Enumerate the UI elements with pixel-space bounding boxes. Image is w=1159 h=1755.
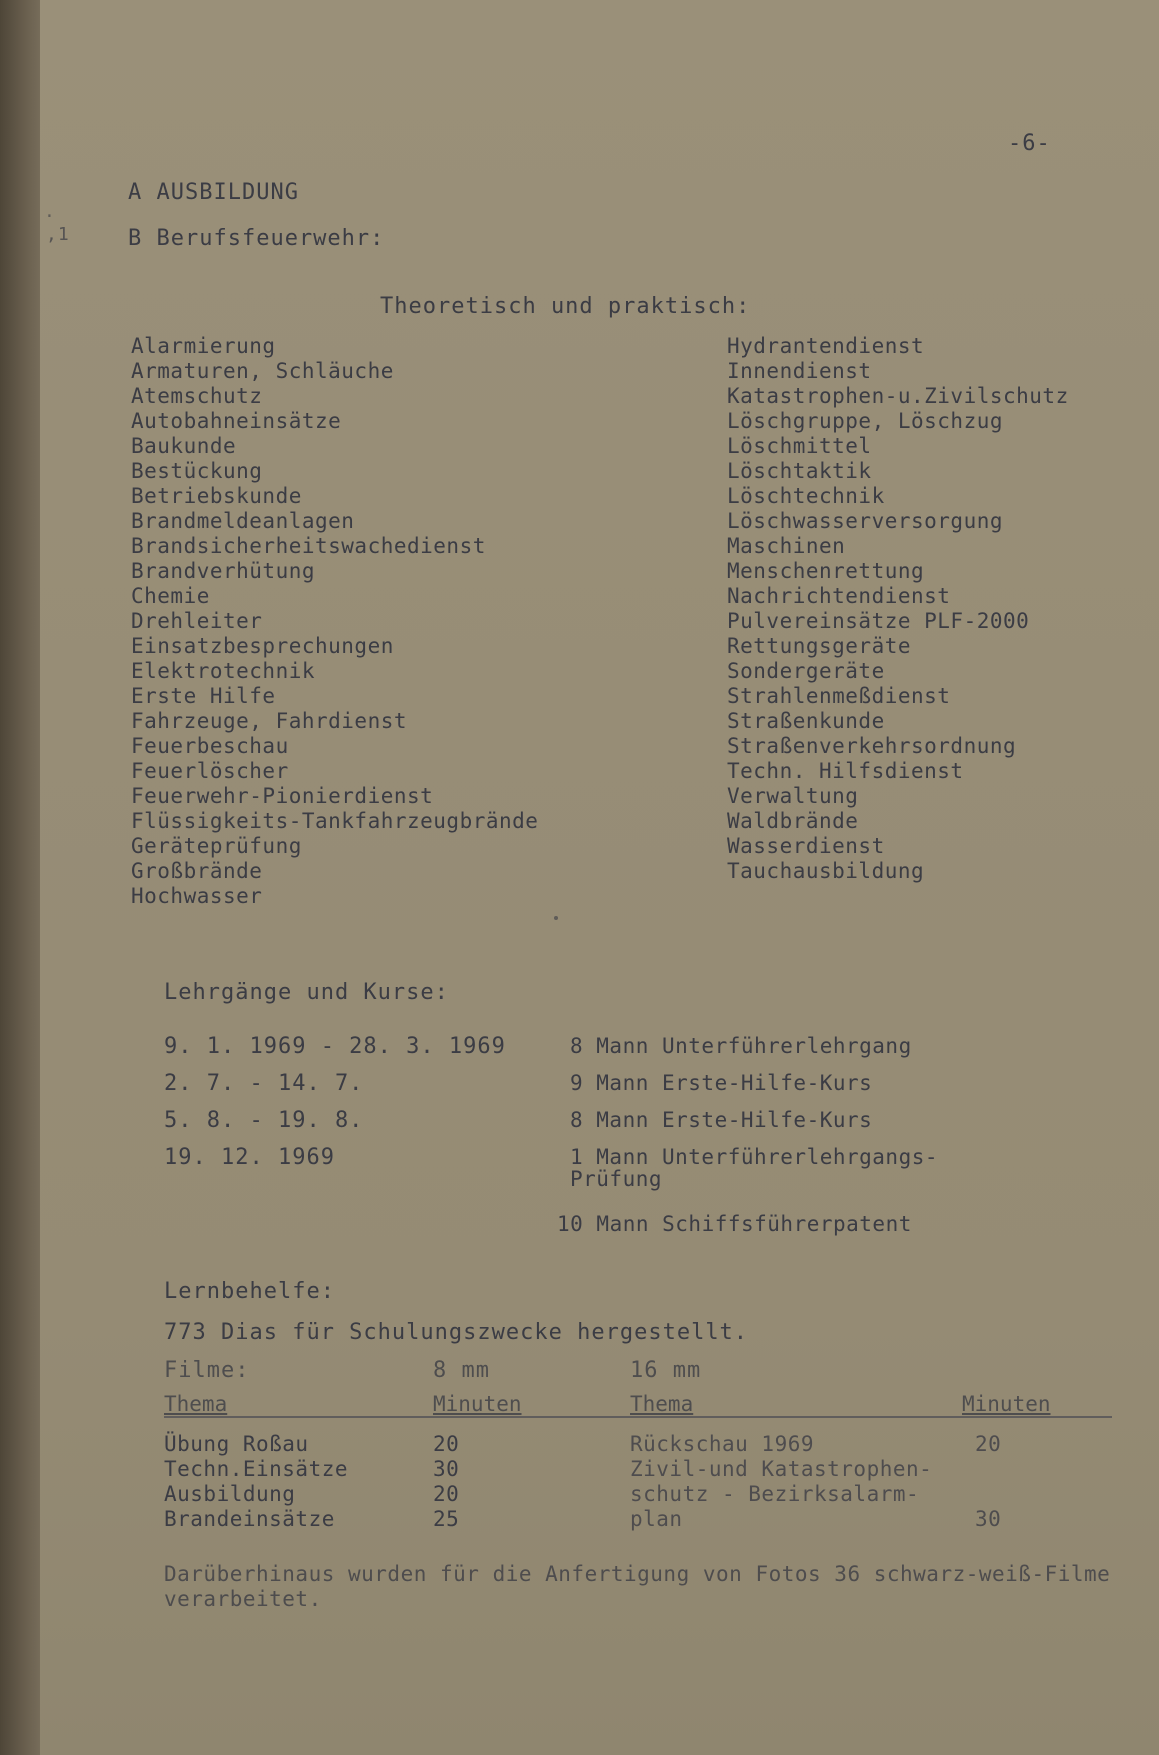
closing-note: Darüberhinaus wurden für die Anfertigung von Fotos 36 schwarz-weiß-Filme verarbeitet. — [164, 1562, 1111, 1611]
margin-mark: ,1 — [46, 224, 70, 245]
speck — [554, 916, 558, 920]
slides-note: 773 Dias für Schulungszwecke hergestellt. — [164, 1320, 749, 1345]
topic-item: Großbrände — [131, 859, 263, 883]
course-desc: 1 Mann Unterführerlehrgangs- Prüfung — [570, 1145, 939, 1191]
topic-item: Katastrophen-u.Zivilschutz — [727, 384, 1069, 408]
films-header-minutes: Minuten — [433, 1392, 522, 1416]
topic-item: Armaturen, Schläuche — [131, 359, 394, 383]
materials-title: Lernbehelfe: — [164, 1279, 335, 1304]
topic-item: Hydrantendienst — [727, 334, 925, 358]
topic-item: Feuerbeschau — [131, 734, 289, 758]
topic-item: Alarmierung — [131, 334, 276, 358]
topic-item: Waldbrände — [727, 809, 859, 833]
topic-item: Feuerlöscher — [131, 759, 289, 783]
course-desc: 8 Mann Unterführerlehrgang — [570, 1034, 912, 1058]
topic-item: Nachrichtendienst — [727, 584, 951, 608]
topic-item: Brandverhütung — [131, 559, 316, 583]
course-date: 9. 1. 1969 - 28. 3. 1969 — [164, 1034, 506, 1059]
topic-item: Löschwasserversorgung — [727, 509, 1004, 533]
topic-item: Hochwasser — [131, 884, 263, 908]
topic-item: Löschtechnik — [727, 484, 885, 508]
course-desc: 10 Mann Schiffsführerpatent — [557, 1212, 912, 1236]
films-header-topic: Thema — [164, 1392, 228, 1416]
topic-item: Löschgruppe, Löschzug — [727, 409, 1004, 433]
page-number: -6- — [1008, 131, 1051, 156]
course-desc: 8 Mann Erste-Hilfe-Kurs — [570, 1108, 873, 1132]
films-header-topic: Thema — [630, 1392, 694, 1416]
topic-item: Pulvereinsätze PLF-2000 — [727, 609, 1030, 633]
topic-item: Autobahneinsätze — [131, 409, 342, 433]
course-desc: 9 Mann Erste-Hilfe-Kurs — [570, 1071, 873, 1095]
topic-item: Strahlenmeßdienst — [727, 684, 951, 708]
topics-title: Theoretisch und praktisch: — [380, 294, 751, 319]
margin-mark: . — [44, 201, 56, 222]
topic-item: Maschinen — [727, 534, 846, 558]
topic-item: Geräteprüfung — [131, 834, 302, 858]
films-table-rule — [164, 1416, 1112, 1418]
topic-item: Brandsicherheitswachedienst — [131, 534, 486, 558]
films-16mm-topics: Rückschau 1969 Zivil-und Katastrophen- schutz - Bezirksalarm- plan — [630, 1432, 933, 1531]
topic-item: Bestückung — [131, 459, 263, 483]
course-date: 19. 12. 1969 — [164, 1145, 335, 1170]
topic-item: Wasserdienst — [727, 834, 885, 858]
topic-item: Techn. Hilfsdienst — [727, 759, 964, 783]
topic-item: Einsatzbesprechungen — [131, 634, 394, 658]
topic-item: Feuerwehr-Pionierdienst — [131, 784, 434, 808]
topic-item: Drehleiter — [131, 609, 263, 633]
films-format-8mm: 8 mm — [433, 1358, 490, 1383]
course-date: 5. 8. - 19. 8. — [164, 1108, 364, 1133]
topic-item: Löschmittel — [727, 434, 872, 458]
topic-item: Brandmeldeanlagen — [131, 509, 355, 533]
topic-item: Sondergeräte — [727, 659, 885, 683]
topic-item: Betriebskunde — [131, 484, 302, 508]
subsection-heading: B Berufsfeuerwehr: — [128, 226, 385, 251]
topic-item: Straßenkunde — [727, 709, 885, 733]
course-date: 2. 7. - 14. 7. — [164, 1071, 364, 1096]
topic-item: Straßenverkehrsordnung — [727, 734, 1017, 758]
topic-item: Erste Hilfe — [131, 684, 276, 708]
topic-item: Elektrotechnik — [131, 659, 316, 683]
topic-item: Flüssigkeits-Tankfahrzeugbrände — [131, 809, 539, 833]
films-format-16mm: 16 mm — [630, 1358, 702, 1383]
films-16mm-minutes: 20 30 — [975, 1432, 1002, 1531]
topic-item: Tauchausbildung — [727, 859, 925, 883]
films-8mm-topics: Übung Roßau Techn.Einsätze Ausbildung Brandeinsätze — [164, 1432, 349, 1531]
courses-title: Lehrgänge und Kurse: — [164, 980, 449, 1005]
films-label: Filme: — [164, 1358, 250, 1383]
document-page — [40, 0, 1159, 1755]
topic-item: Fahrzeuge, Fahrdienst — [131, 709, 408, 733]
topic-item: Rettungsgeräte — [727, 634, 912, 658]
films-8mm-minutes: 20 30 20 25 — [433, 1432, 460, 1531]
topic-item: Atemschutz — [131, 384, 263, 408]
films-header-minutes: Minuten — [962, 1392, 1051, 1416]
scan-edge — [0, 0, 44, 1755]
topic-item: Löschtaktik — [727, 459, 872, 483]
topic-item: Innendienst — [727, 359, 872, 383]
topic-item: Chemie — [131, 584, 210, 608]
topic-item: Menschenrettung — [727, 559, 925, 583]
section-heading: A AUSBILDUNG — [128, 180, 299, 205]
topic-item: Baukunde — [131, 434, 237, 458]
topic-item: Verwaltung — [727, 784, 859, 808]
